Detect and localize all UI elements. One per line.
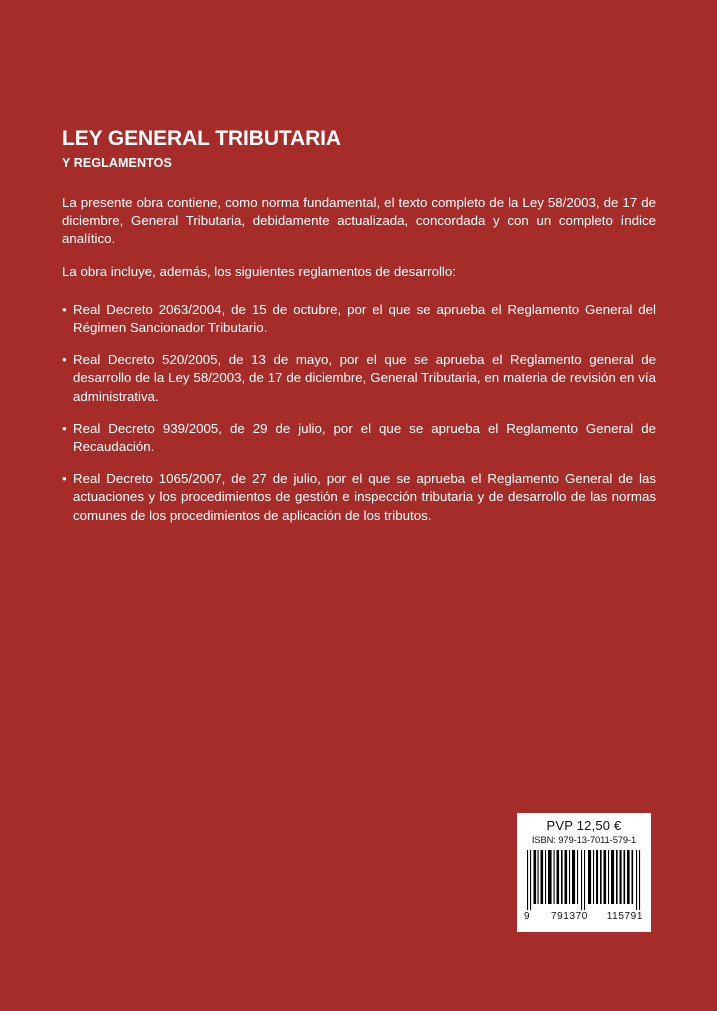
bullet-marker-icon: • (62, 471, 67, 487)
list-item-text: Real Decreto 1065/2007, de 27 de julio, por el que se aprueba el Reglamento General de las actuaciones y los procedimientos de gestión e inspección tributaria y de desarrollo de las normas comunes de los procedimientos de aplicación de los tributos. (73, 471, 656, 523)
list-item-text: Real Decreto 939/2005, de 29 de julio, por el que se aprueba el Reglamento General de Recaudación. (73, 420, 656, 455)
barcode-digit-group-2: 115791 (606, 911, 643, 922)
list-item (62, 301, 656, 337)
barcode-digits (524, 911, 644, 922)
bullet-marker-icon: • (62, 420, 67, 436)
barcode-digit-group-1: 791370 (550, 911, 588, 922)
list-item (62, 420, 656, 456)
intro-paragraph-2: La obra incluye, además, los siguientes reglamentos de desarrollo: (62, 263, 456, 279)
list-item-text: Real Decreto 2063/2004, de 15 de octubre, por el que se aprueba el Reglamento General del Régimen Sancionador Tributario. (73, 301, 656, 336)
barcode-block (517, 813, 651, 932)
bullet-marker-icon: • (62, 352, 67, 368)
list-item (62, 351, 656, 406)
price-label: PVP 12,50 € (546, 818, 622, 833)
book-title: LEY GENERAL TRIBUTARIA (62, 127, 341, 150)
barcode-digit-prefix: 9 (524, 911, 531, 922)
book-subtitle: Y REGLAMENTOS (62, 156, 172, 170)
intro-paragraph-1: La presente obra contiene, como norma fundamental, el texto completo de la Ley 58/2003, de 17 de diciembre, General Tributaria, debidamente actualizada, concordada y con un completo índice analítico. (62, 195, 656, 247)
barcode-bars-container (524, 850, 644, 910)
list-item (62, 470, 656, 525)
cover-text-block (62, 128, 656, 525)
barcode-icon (524, 850, 644, 910)
bullet-marker-icon: • (62, 301, 67, 317)
isbn-label: ISBN: 979-13-7011-579-1 (531, 834, 637, 845)
regulations-list (62, 301, 656, 525)
list-item-text: Real Decreto 520/2005, de 13 de mayo, por el que se aprueba el Reglamento general de desarrollo de la Ley 58/2003, de 17 de diciembre, General Tributaria, en materia de revisión en vía administrativa. (73, 352, 656, 404)
